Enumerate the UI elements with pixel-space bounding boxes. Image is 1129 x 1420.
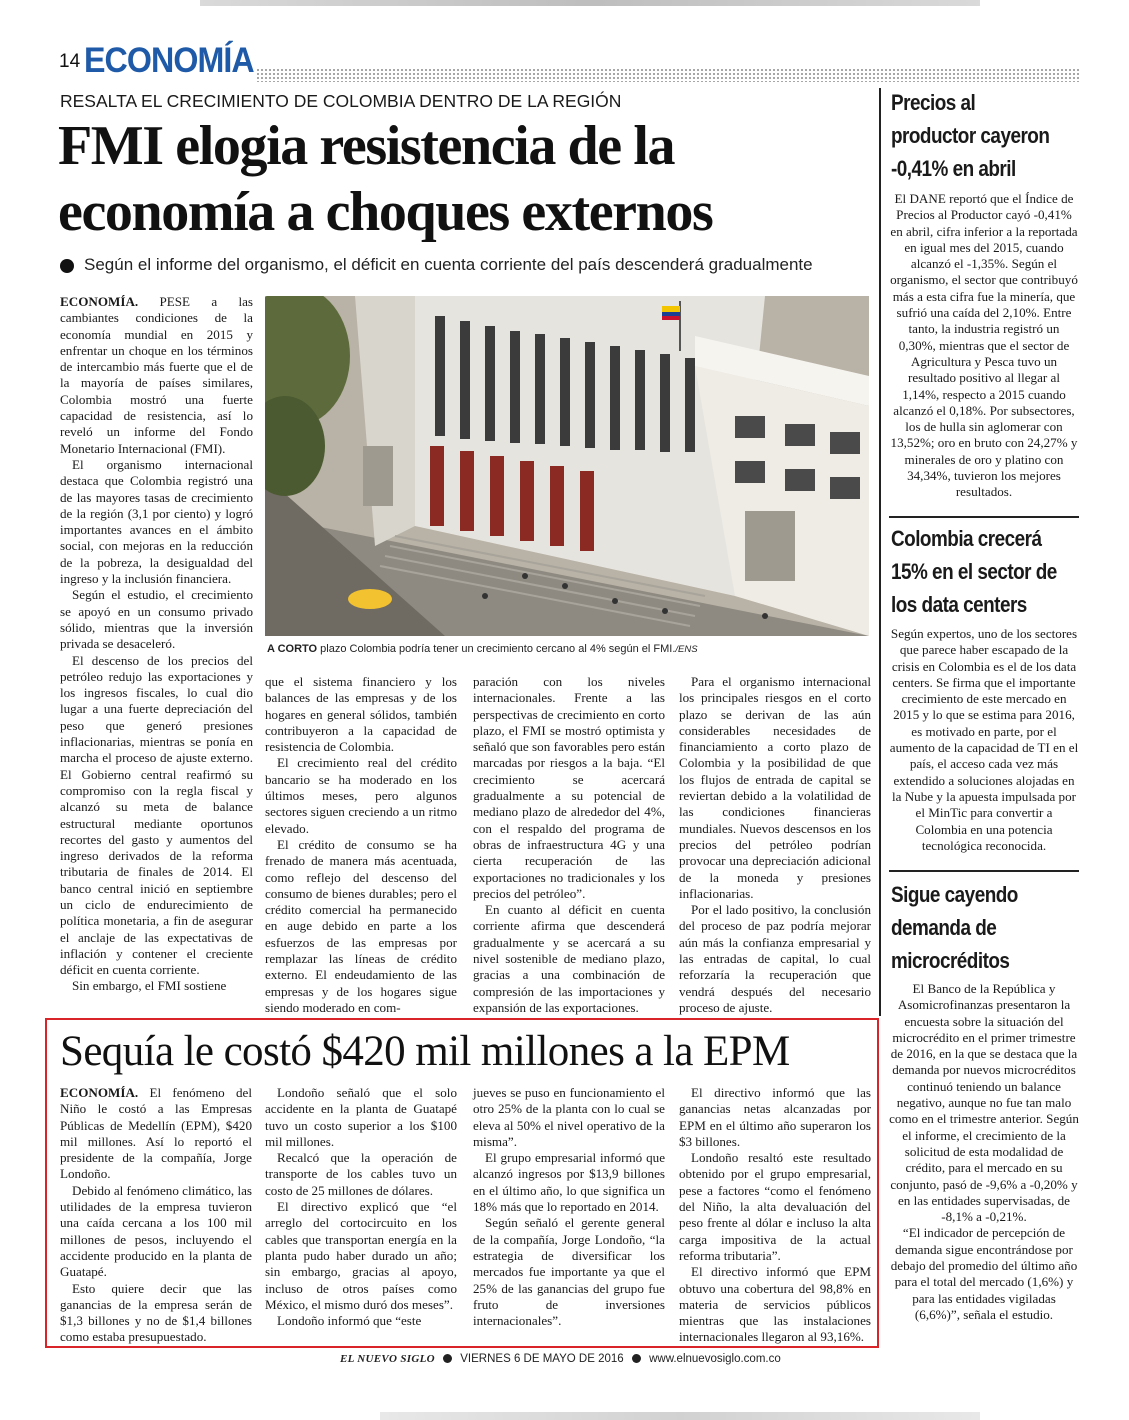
sidebar-divider [879,88,881,1016]
sidebar-1-title-line-3: -0,41% en abril [891,156,1016,181]
paragraph: Por el lado positivo, la conclusión del proceso de paz podría mejorar aún más la confianza empresarial y las entradas de capital, lo cual reforzaría la recuperación que vendrá después del necesario proceso de ajuste. [679,902,871,1015]
main-article-column-3 [473,674,665,1016]
paragraph: El organismo internacional destaca que Colombia registró una de las mayores tasas de crecimiento de la región (3,1 por ciento) y logró importantes avances en el ámbito social, con mejoras en la reducción de la pobreza, la desigualdad del ingreso y la inclusión financiera. [60,456,253,587]
sidebar-3-title-line-1: Sigue cayendo [891,882,1018,907]
paragraph: Sin embargo, el FMI sostiene [72,978,227,994]
headline-line-2: economía a choques externos [58,181,713,243]
sidebar-rule-2 [889,870,1079,872]
paragraph: “El indicador de percepción de demanda sigue encontrándose por debajo del promedio del último año para el total del mercado (1,6%) y para las entidades vigiladas (6,6%)”, señala el estudio. [890,1225,1078,1322]
sidebar-3-title-line-2: demanda de [891,915,997,940]
sidebar-3-body [889,981,1079,1323]
bullet-dot [60,259,74,273]
paragraph: Recalcó que la operación de transporte de los cables tuvo un costo de 25 millones de dólares. [265,1150,457,1198]
paragraph: paración con los niveles internacionales. Frente a las perspectivas de crecimiento en corto plazo, el FMI se mostró optimista y señaló que son favorables pero están marcadas por riesgos a la baja. “El crecimiento se acercará gradualmente a su potencial de mediano plazo de alrededor del 4%, con el respaldo del programa de obras de infraestructura 4G y una cierta recuperación de las exportaciones no tradicionales y los precios del petróleo”. [473,674,665,901]
article-kicker: ECONOMÍA. [60,294,139,309]
sidebar-2-title-line-1: Colombia crecerá [891,526,1042,551]
epm-column-1 [60,1085,252,1346]
caption-credit: /ENS [675,644,698,655]
photo-caption [267,643,698,655]
issue-date: VIERNES 6 DE MAYO DE 2016 [460,1353,624,1365]
paragraph: El crédito de consumo se ha frenado de manera más acentuada, como reflejo del descenso del consumo de bienes durables; pero el crédito comercial ha permanecido en auge debido en parte a los esfuerzos de las empresas por remplazar las líneas de crédito externo. El endeudamiento de las empresas y de los hogares sigue siendo moderado en com- [265,836,457,1015]
paragraph: El grupo empresarial informó que alcanzó ingresos por $13,9 billones en el último año, lo que significa un 18% más que lo reportado en 2014. [473,1150,665,1215]
masthead-logo: EL NUEVO SIGLO [340,1353,435,1365]
subtitle: Según el informe del organismo, el déficit en cuenta corriente del país descenderá gradualmente [84,255,813,274]
paragraph: El Banco de la República y Asomicrofinanzas presentaron la encuesta sobre la situación del microcrédito en el primer trimestre de 2016, en la que se destaca que la demanda por nuevos microcréditos continuó teniendo un balance negativo, aunque no fue tan malo como en el trimestre anterior. Según el informe, el crecimiento de la solicitud de esta modalidad de crédito, para el mercado en su conjunto, pasó de -9,6% a -0,20% y en las entidades supervisadas, de -8,1% a -0,21%. [889,981,1079,1225]
epm-headline: Sequía le costó $420 mil millones a la EPM [60,1028,790,1075]
overline: RESALTA EL CRECIMIENTO DE COLOMBIA DENTRO DE LA REGIÓN [60,91,622,111]
section-header-band [256,68,1080,82]
top-scan-edge [200,0,980,6]
epm-column-3 [473,1085,665,1329]
bottom-scan-edge [380,1412,980,1420]
paragraph: El crecimiento real del crédito bancario se ha moderado en los últimos meses, pero algunos sectores siguen creciendo a un ritmo elevado. [265,755,457,836]
footer [340,1353,781,1373]
bullet-dot [443,1354,452,1363]
main-article-column-2 [265,674,457,1016]
section-title: ECONOMÍA [84,41,254,80]
paragraph: jueves se puso en funcionamiento el otro 25% de la planta con lo cual se eleva al 50% el nivel operativo de la misma”. [473,1085,665,1149]
paragraph: Londoño informó que “este [277,1313,422,1329]
paragraph: Según señaló el gerente general de la compañía, Jorge Londoño, “la estrategia de diversificar los mercados fue importante ya que el 25% de las ganancias del grupo fue fruto de inversiones internacionales”. [473,1215,665,1329]
paragraph: El directivo informó que EPM obtuvo una cobertura del 98,8% en materia de servicios públicos mientras que las instalaciones internacionales llegaron al 93,16%. [679,1264,871,1345]
sidebar-3-title-line-3: microcréditos [891,948,1010,973]
main-article-column-1 [60,294,253,995]
paragraph: Esto quiere decir que las ganancias de la empresa serán de $1,3 billones y no de $1,4 billones como estaba presupuestado. [60,1280,252,1345]
sidebar-1-body: El DANE reportó que el Índice de Precios al Productor cayó -0,41% en abril, cifra inferior a la reportada en igual mes del 2015, cuando alcanzó el -1,35%. Según el organismo, el sector que contribuyó más a esta cifra fue la minería, que sufrió una caída del 2,10%. Entre tanto, la industria registró un 0,30%, mientras que el sector de Agricultura y Pesca tuvo un resultado positivo al llegar al 1,14%, respecto a 2015 cuando alcanzó el 0,18%. Por subsectores, los de hulla sin aglomerar con 13,52%; oro en bruto con 24,27% y minerales de oro y platino con 34,34%, tuvieron los mejores resultados. [890,191,1078,500]
paragraph: El directivo explicó que “el arreglo del cortocircuito en los cables que transportan energía en la planta pudo haber durado un año; sin embargo, gracias al apoyo, incluso de otros países como México, el mismo duró dos meses”. [265,1199,457,1312]
paragraph: El directivo informó que las ganancias netas alcanzadas por EPM en el último año superaron los $3 billones. [679,1085,871,1149]
sidebar-2-title-line-3: los data centers [891,592,1027,617]
paragraph: Según el estudio, el crecimiento se apoyó en un consumo privado sólido, mientras que la inversión privada se desaceleró. [60,587,253,652]
paragraph: que el sistema financiero y los balances de las empresas y de los hogares en general sólidos, también contribuyeron a la capacidad de resistencia de Colombia. [265,674,457,755]
epm-column-2 [265,1085,457,1329]
paragraph: Para el organismo internacional los principales riesgos en el corto plazo se derivan de las aún considerables necesidades de financiamiento a corto plazo de Colombia y la posibilidad de que los flujos de entrada de capital se reviertan debido a la volatilidad de las condiciones financieras mundiales. Nuevos descensos en los precios del petróleo podrían provocar una depreciación adicional de la moneda y presiones inflacionarias. [679,674,871,901]
sidebar-1-title-line-2: productor cayeron [891,123,1050,148]
paragraph: En cuanto al déficit en cuenta corriente afirma que descenderá gradualmente y se acercará a su nivel sostenible de mediano plazo, gracias a una combinación de compresión de las importaciones y expansión de las exportaciones. [473,902,665,1015]
sidebar-2-body: Según expertos, uno de los sectores que parece haber escapado de la crisis en Colombia es el de los data centers. Se firma que el importante crecimiento de este mercado en 2015 y lo que se estima para 2016, es motivado en parte, por el aumento de la capacidad de TI en el país, el acceso cada vez más extendido a soluciones alojadas en la Nube y la apuesta impulsada por el MinTic para convertir a Colombia en una potencia tecnológica reconocida. [889,626,1079,853]
paragraph: Debido al fenómeno climático, las utilidades de la empresa tuvieron una caída cercana a los 100 mil millones de pesos, incluyendo el accidente producido en la planta de Guatapé. [60,1182,252,1280]
caption-kicker: A CORTO [267,643,318,655]
headline-line-1: FMI elogia resistencia de la [58,115,675,177]
bullet-dot [632,1354,641,1363]
paragraph: ECONOMÍA. El fenómeno del Niño le costó a las Empresas Públicas de Medellín (EPM), $420 mil millones. Así lo reportó el presidente de la compañía, Jorge Londoño. [60,1085,252,1182]
paragraph: Londoño señaló que el solo accidente en la planta de Guatapé tuvo un costo superior a los $100 mil millones. [265,1085,457,1149]
sidebar-1-title-line-1: Precios al [891,90,976,115]
sidebar-rule-1 [889,516,1079,518]
main-article-column-4 [679,674,871,1016]
article-kicker: ECONOMÍA. [60,1085,139,1100]
paragraph: Londoño resaltó este resultado obtenido por el grupo empresarial, pese a factores “como el fenómeno del Niño, la alta devaluación del peso frente al dólar e incluso la alta carga impositiva de la actual reforma tributaria”. [679,1150,871,1263]
epm-column-4 [679,1085,871,1346]
paragraph: ECONOMÍA. PESE a las cambiantes condiciones de la economía mundial en 2015 y enfrentar un choque en los términos de intercambio más fuerte que el de la mayoría de países similares, Colombia mostró una fuerte capacidad de resistencia, así lo reveló un informe del Fondo Monetario Internacional (FMI). [60,294,253,456]
paragraph: El descenso de los precios del petróleo redujo las exportaciones y los ingresos fiscales, lo cual dio lugar a una fuerte depreciación del peso que generó presiones inflacionarias, mientras se ponía en marcha el proceso de ajuste externo. El Gobierno central reafirmó su compromiso con la regla fiscal y alcanzó su meta de balance estructural mediante oportunos recortes del gasto y aumentos del ingreso derivados de la reforma tributaria de finales de 2014. El banco central inició en septiembre un ciclo de endurecimiento de política monetaria, a fin de asegurar el anclaje de las expectativas de inflación y contener el creciente déficit en cuenta corriente. [60,652,253,978]
website-link[interactable]: www.elnuevosiglo.com.co [649,1353,781,1365]
caption-text: plazo Colombia podría tener un crecimiento cercano al 4% según el FMI. [317,643,676,655]
sidebar-2-title-line-2: 15% en el sector de [891,559,1057,584]
photo-banco-republica [265,296,869,636]
page-number: 14 [59,51,81,72]
